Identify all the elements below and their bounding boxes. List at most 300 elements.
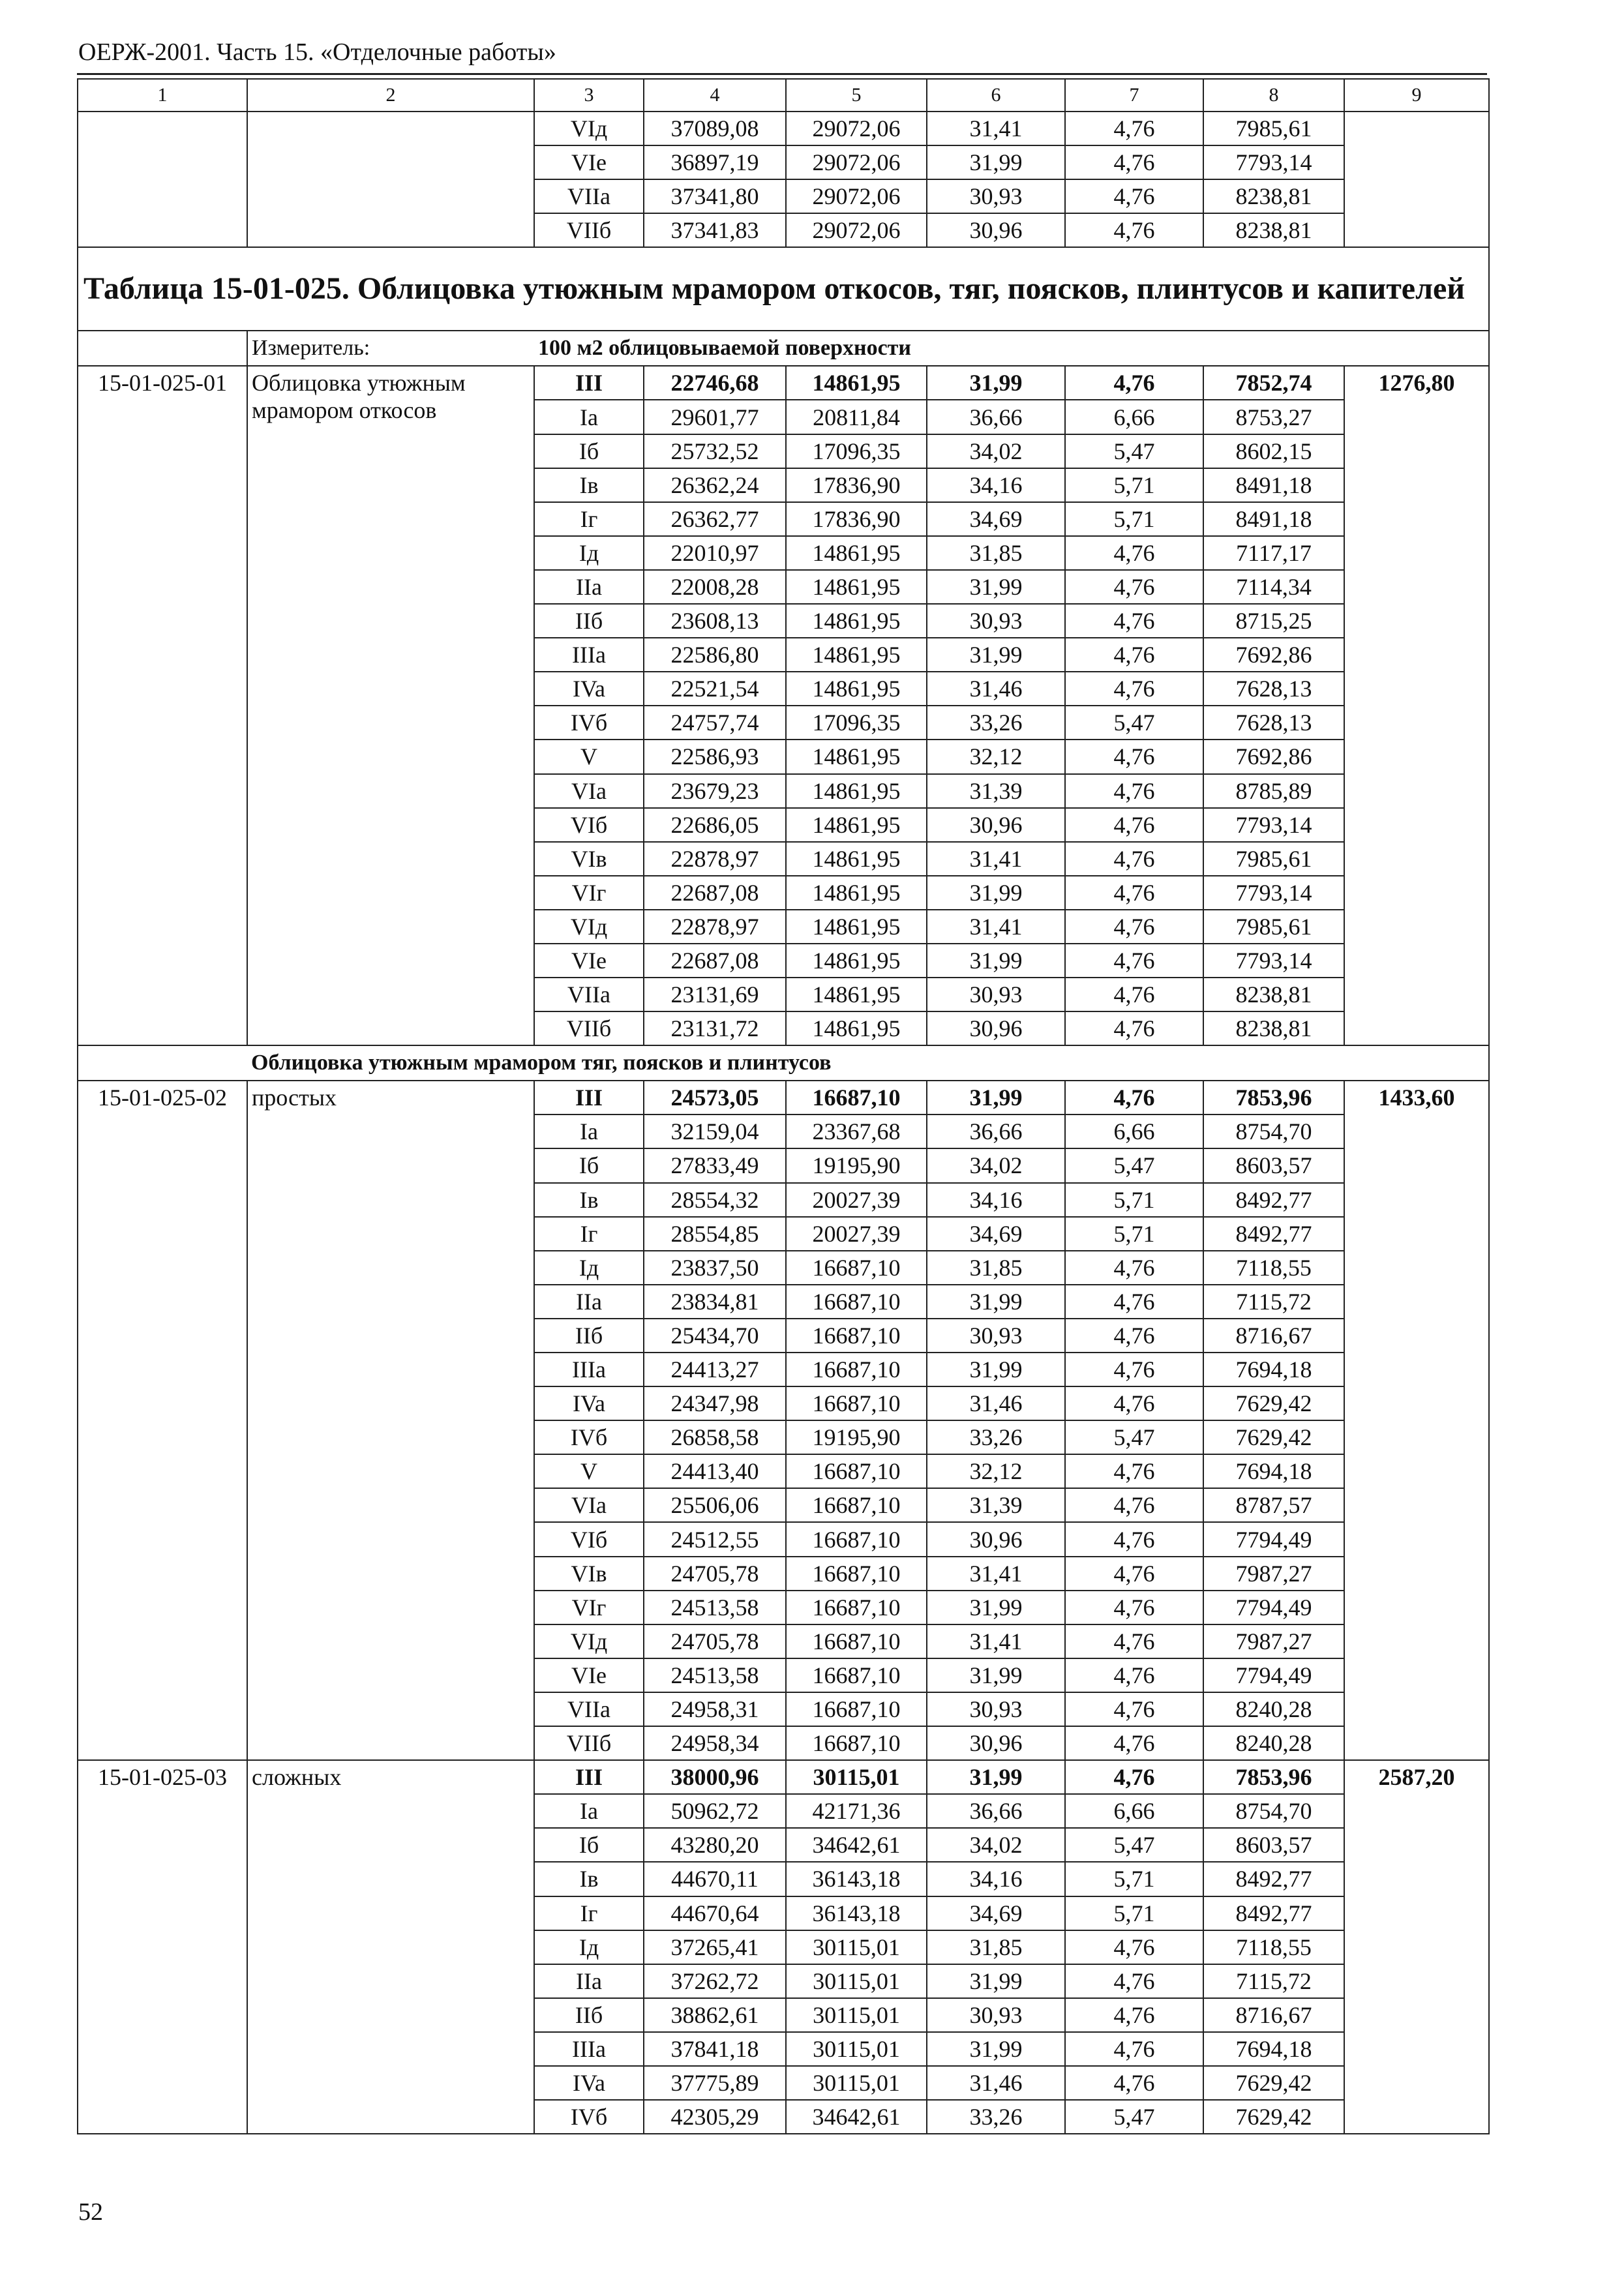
- value-cell: 31,46: [927, 2066, 1065, 2100]
- value-cell: 30115,01: [786, 1998, 927, 2032]
- value-cell: 31,41: [927, 1557, 1065, 1591]
- measure-label: Измеритель:: [247, 331, 534, 366]
- column-number: 2: [247, 79, 534, 112]
- value-cell: 36897,19: [644, 145, 786, 179]
- value-cell: 8238,81: [1203, 179, 1344, 213]
- value-cell: 37265,41: [644, 1930, 786, 1964]
- value-cell: 34,02: [927, 1828, 1065, 1862]
- zone-cell: Iд: [534, 1930, 644, 1964]
- value-cell: 5,71: [1065, 1896, 1203, 1930]
- value-cell: 31,99: [927, 1760, 1065, 1794]
- value-cell: 7794,49: [1203, 1658, 1344, 1692]
- value-cell: 4,76: [1065, 1964, 1203, 1998]
- subsection-title: Облицовка утюжным мрамором тяг, поясков и плинтусов: [247, 1045, 1489, 1081]
- value-cell: 4,76: [1065, 1454, 1203, 1488]
- value-cell: 16687,10: [786, 1251, 927, 1285]
- value-cell: 14861,95: [786, 740, 927, 773]
- zone-cell: IVб: [534, 1420, 644, 1454]
- value-cell: 4,76: [1065, 1557, 1203, 1591]
- zone-cell: Iб: [534, 1828, 644, 1862]
- value-cell: 4,76: [1065, 179, 1203, 213]
- value-cell: 37775,89: [644, 2066, 786, 2100]
- value-cell: 29072,06: [786, 213, 927, 247]
- value-cell: 34,16: [927, 468, 1065, 502]
- value-cell: 7987,27: [1203, 1624, 1344, 1658]
- value-cell: 7793,14: [1203, 145, 1344, 179]
- value-cell: 37262,72: [644, 1964, 786, 1998]
- value-cell: 5,47: [1065, 1148, 1203, 1182]
- value-cell: 31,85: [927, 536, 1065, 570]
- value-cell: 7628,13: [1203, 706, 1344, 740]
- value-cell: 20811,84: [786, 400, 927, 434]
- value-cell: 8754,70: [1203, 1794, 1344, 1828]
- value-cell: 4,76: [1065, 1319, 1203, 1353]
- value-cell: 34,16: [927, 1183, 1065, 1217]
- table-row: [78, 366, 1489, 400]
- value-cell: 4,76: [1065, 1658, 1203, 1692]
- measure-value: 100 м2 облицовываемой поверхности: [534, 331, 1489, 366]
- value-cell: 14861,95: [786, 808, 927, 842]
- value-cell: 7694,18: [1203, 2032, 1344, 2066]
- zone-cell: V: [534, 1454, 644, 1488]
- value-cell: 16687,10: [786, 1624, 927, 1658]
- value-cell: 22687,08: [644, 876, 786, 910]
- value-cell: 17096,35: [786, 706, 927, 740]
- value-cell: 24757,74: [644, 706, 786, 740]
- price-table: [77, 78, 1490, 2134]
- value-cell: 14861,95: [786, 910, 927, 944]
- value-cell: 22686,05: [644, 808, 786, 842]
- value-cell: 4,76: [1065, 112, 1203, 145]
- value-cell: 30115,01: [786, 2066, 927, 2100]
- value-cell: 5,71: [1065, 1183, 1203, 1217]
- value-cell: 29601,77: [644, 400, 786, 434]
- value-cell: 22010,97: [644, 536, 786, 570]
- value-cell: 4,76: [1065, 1591, 1203, 1624]
- value-cell: 4,76: [1065, 604, 1203, 638]
- value-cell: 7692,86: [1203, 740, 1344, 773]
- value-cell: 4,76: [1065, 1624, 1203, 1658]
- value-cell: 24705,78: [644, 1624, 786, 1658]
- value-cell: 31,99: [927, 1081, 1065, 1115]
- value-cell: 36143,18: [786, 1896, 927, 1930]
- column-number: 1: [78, 79, 247, 112]
- zone-cell: VIг: [534, 1591, 644, 1624]
- value-cell: 31,99: [927, 366, 1065, 400]
- value-cell: 8492,77: [1203, 1183, 1344, 1217]
- value-cell: 16687,10: [786, 1285, 927, 1319]
- zone-cell: IVa: [534, 672, 644, 706]
- value-cell: 30,96: [927, 1726, 1065, 1760]
- code-cell: [78, 112, 247, 247]
- zone-cell: VIд: [534, 112, 644, 145]
- value-cell: 44670,64: [644, 1896, 786, 1930]
- value-cell: 7793,14: [1203, 808, 1344, 842]
- zone-cell: Iг: [534, 1217, 644, 1251]
- value-cell: 30115,01: [786, 1930, 927, 1964]
- value-cell: 7985,61: [1203, 842, 1344, 876]
- value-cell: 4,76: [1065, 1726, 1203, 1760]
- value-cell: 33,26: [927, 1420, 1065, 1454]
- value-cell: 4,76: [1065, 672, 1203, 706]
- zone-cell: IVa: [534, 2066, 644, 2100]
- value-cell: 4,76: [1065, 1760, 1203, 1794]
- value-cell: 8491,18: [1203, 502, 1344, 536]
- value-cell: 5,47: [1065, 1828, 1203, 1862]
- value-cell: 7793,14: [1203, 876, 1344, 910]
- value-cell: 27833,49: [644, 1148, 786, 1182]
- value-cell: 16687,10: [786, 1353, 927, 1386]
- table-row: [78, 1081, 1489, 1115]
- value-cell: 4,76: [1065, 638, 1203, 672]
- table-title-row: [78, 247, 1489, 331]
- value-cell: 31,99: [927, 944, 1065, 978]
- value-cell: 33,26: [927, 706, 1065, 740]
- column-number: 7: [1065, 79, 1203, 112]
- value-cell: 37841,18: [644, 2032, 786, 2066]
- subsection-blank: [78, 1045, 247, 1081]
- value-cell: 7985,61: [1203, 910, 1344, 944]
- value-cell: 31,41: [927, 1624, 1065, 1658]
- value-cell: 30115,01: [786, 2032, 927, 2066]
- value-cell: 4,76: [1065, 876, 1203, 910]
- zone-cell: VIe: [534, 145, 644, 179]
- zone-cell: IIa: [534, 1285, 644, 1319]
- value-cell: 8753,27: [1203, 400, 1344, 434]
- value-cell: 34642,61: [786, 2100, 927, 2134]
- column-number-row: [78, 79, 1489, 112]
- value-cell: 26362,77: [644, 502, 786, 536]
- value-cell: 7852,74: [1203, 366, 1344, 400]
- value-cell: 8238,81: [1203, 978, 1344, 1011]
- value-cell: 8238,81: [1203, 213, 1344, 247]
- value-cell: 24705,78: [644, 1557, 786, 1591]
- value-cell: 4,76: [1065, 145, 1203, 179]
- value-cell: 31,85: [927, 1930, 1065, 1964]
- zone-cell: IVб: [534, 706, 644, 740]
- value-cell: 8716,67: [1203, 1998, 1344, 2032]
- value-cell: 30115,01: [786, 1760, 927, 1794]
- value-cell: 31,99: [927, 1591, 1065, 1624]
- value-cell: 5,71: [1065, 502, 1203, 536]
- value-cell: 14861,95: [786, 774, 927, 808]
- value-cell: 6,66: [1065, 400, 1203, 434]
- zone-cell: IIIa: [534, 638, 644, 672]
- zone-cell: VIa: [534, 1488, 644, 1522]
- value-cell: 34,69: [927, 502, 1065, 536]
- zone-cell: VIв: [534, 1557, 644, 1591]
- zone-cell: IIб: [534, 604, 644, 638]
- value-cell: 7692,86: [1203, 638, 1344, 672]
- value-cell: 7794,49: [1203, 1522, 1344, 1556]
- value-cell: 5,71: [1065, 1217, 1203, 1251]
- value-cell: 23679,23: [644, 774, 786, 808]
- zone-cell: VIIб: [534, 213, 644, 247]
- value-cell: 8716,67: [1203, 1319, 1344, 1353]
- value-cell: 14861,95: [786, 638, 927, 672]
- zone-cell: Iд: [534, 1251, 644, 1285]
- zone-cell: Iг: [534, 502, 644, 536]
- value-cell: 6,66: [1065, 1115, 1203, 1148]
- table-row: [78, 1760, 1489, 1794]
- value-cell: 25506,06: [644, 1488, 786, 1522]
- value-cell: 7987,27: [1203, 1557, 1344, 1591]
- value-cell: 4,76: [1065, 774, 1203, 808]
- extra-cell: 1276,80: [1344, 366, 1489, 1045]
- value-cell: 24573,05: [644, 1081, 786, 1115]
- value-cell: 17096,35: [786, 434, 927, 468]
- value-cell: 7115,72: [1203, 1964, 1344, 1998]
- subsection-row: [78, 1045, 1489, 1081]
- value-cell: 14861,95: [786, 944, 927, 978]
- zone-cell: VIд: [534, 910, 644, 944]
- value-cell: 22878,97: [644, 910, 786, 944]
- value-cell: 30,93: [927, 179, 1065, 213]
- value-cell: 31,99: [927, 876, 1065, 910]
- value-cell: 16687,10: [786, 1591, 927, 1624]
- value-cell: 4,76: [1065, 808, 1203, 842]
- value-cell: 30,93: [927, 1998, 1065, 2032]
- column-number: 5: [786, 79, 927, 112]
- value-cell: 42305,29: [644, 2100, 786, 2134]
- value-cell: 22586,93: [644, 740, 786, 773]
- value-cell: 5,71: [1065, 1862, 1203, 1896]
- value-cell: 7629,42: [1203, 1386, 1344, 1420]
- value-cell: 29072,06: [786, 112, 927, 145]
- value-cell: 30,93: [927, 604, 1065, 638]
- zone-cell: VIд: [534, 1624, 644, 1658]
- value-cell: 14861,95: [786, 842, 927, 876]
- value-cell: 16687,10: [786, 1319, 927, 1353]
- value-cell: 37341,83: [644, 213, 786, 247]
- value-cell: 8787,57: [1203, 1488, 1344, 1522]
- value-cell: 31,41: [927, 842, 1065, 876]
- zone-cell: III: [534, 1760, 644, 1794]
- value-cell: 34,16: [927, 1862, 1065, 1896]
- value-cell: 23837,50: [644, 1251, 786, 1285]
- zone-cell: IIб: [534, 1319, 644, 1353]
- value-cell: 32,12: [927, 740, 1065, 773]
- value-cell: 4,76: [1065, 842, 1203, 876]
- value-cell: 24413,40: [644, 1454, 786, 1488]
- value-cell: 23131,72: [644, 1011, 786, 1045]
- name-cell: сложных: [247, 1760, 534, 2134]
- value-cell: 24513,58: [644, 1658, 786, 1692]
- value-cell: 4,76: [1065, 1998, 1203, 2032]
- value-cell: 8491,18: [1203, 468, 1344, 502]
- zone-cell: Iб: [534, 1148, 644, 1182]
- value-cell: 4,76: [1065, 2032, 1203, 2066]
- value-cell: 31,99: [927, 638, 1065, 672]
- value-cell: 7628,13: [1203, 672, 1344, 706]
- zone-cell: Iв: [534, 1183, 644, 1217]
- value-cell: 4,76: [1065, 910, 1203, 944]
- value-cell: 24958,31: [644, 1692, 786, 1726]
- extra-cell: 1433,60: [1344, 1081, 1489, 1760]
- value-cell: 8492,77: [1203, 1862, 1344, 1896]
- zone-cell: VIб: [534, 808, 644, 842]
- value-cell: 30,96: [927, 1522, 1065, 1556]
- value-cell: 7117,17: [1203, 536, 1344, 570]
- value-cell: 23834,81: [644, 1285, 786, 1319]
- value-cell: 31,39: [927, 1488, 1065, 1522]
- measure-blank: [78, 331, 247, 366]
- value-cell: 28554,85: [644, 1217, 786, 1251]
- value-cell: 23608,13: [644, 604, 786, 638]
- value-cell: 36,66: [927, 400, 1065, 434]
- value-cell: 25434,70: [644, 1319, 786, 1353]
- value-cell: 14861,95: [786, 604, 927, 638]
- value-cell: 7793,14: [1203, 944, 1344, 978]
- value-cell: 31,99: [927, 570, 1065, 604]
- value-cell: 20027,39: [786, 1217, 927, 1251]
- value-cell: 8785,89: [1203, 774, 1344, 808]
- value-cell: 31,99: [927, 1964, 1065, 1998]
- value-cell: 22586,80: [644, 638, 786, 672]
- zone-cell: IVa: [534, 1386, 644, 1420]
- value-cell: 30,93: [927, 1319, 1065, 1353]
- value-cell: 6,66: [1065, 1794, 1203, 1828]
- value-cell: 4,76: [1065, 1011, 1203, 1045]
- value-cell: 8603,57: [1203, 1828, 1344, 1862]
- value-cell: 26362,24: [644, 468, 786, 502]
- name-cell: Облицовка утюжным мрамором откосов: [247, 366, 534, 1045]
- value-cell: 4,76: [1065, 1386, 1203, 1420]
- value-cell: 24513,58: [644, 1591, 786, 1624]
- value-cell: 7853,96: [1203, 1760, 1344, 1794]
- value-cell: 31,41: [927, 910, 1065, 944]
- value-cell: 7629,42: [1203, 2100, 1344, 2134]
- zone-cell: IIa: [534, 1964, 644, 1998]
- zone-cell: Iд: [534, 536, 644, 570]
- zone-cell: VIe: [534, 1658, 644, 1692]
- value-cell: 4,76: [1065, 1251, 1203, 1285]
- value-cell: 7985,61: [1203, 112, 1344, 145]
- zone-cell: Iв: [534, 468, 644, 502]
- value-cell: 7629,42: [1203, 1420, 1344, 1454]
- value-cell: 16687,10: [786, 1557, 927, 1591]
- zone-cell: IIIa: [534, 1353, 644, 1386]
- value-cell: 4,76: [1065, 1522, 1203, 1556]
- value-cell: 8603,57: [1203, 1148, 1344, 1182]
- value-cell: 4,76: [1065, 740, 1203, 773]
- zone-cell: III: [534, 1081, 644, 1115]
- value-cell: 8602,15: [1203, 434, 1344, 468]
- value-cell: 42171,36: [786, 1794, 927, 1828]
- zone-cell: VIIб: [534, 1726, 644, 1760]
- value-cell: 22008,28: [644, 570, 786, 604]
- value-cell: 14861,95: [786, 366, 927, 400]
- value-cell: 14861,95: [786, 672, 927, 706]
- zone-cell: VIIa: [534, 978, 644, 1011]
- value-cell: 8240,28: [1203, 1726, 1344, 1760]
- value-cell: 34,69: [927, 1217, 1065, 1251]
- value-cell: 8240,28: [1203, 1692, 1344, 1726]
- value-cell: 17836,90: [786, 502, 927, 536]
- value-cell: 7114,34: [1203, 570, 1344, 604]
- value-cell: 22878,97: [644, 842, 786, 876]
- value-cell: 8492,77: [1203, 1217, 1344, 1251]
- zone-cell: VIe: [534, 944, 644, 978]
- value-cell: 38000,96: [644, 1760, 786, 1794]
- value-cell: 38862,61: [644, 1998, 786, 2032]
- value-cell: 32159,04: [644, 1115, 786, 1148]
- value-cell: 30,96: [927, 213, 1065, 247]
- value-cell: 14861,95: [786, 1011, 927, 1045]
- zone-cell: Ia: [534, 400, 644, 434]
- value-cell: 31,99: [927, 1285, 1065, 1319]
- value-cell: 14861,95: [786, 570, 927, 604]
- value-cell: 8715,25: [1203, 604, 1344, 638]
- value-cell: 7629,42: [1203, 2066, 1344, 2100]
- value-cell: 26858,58: [644, 1420, 786, 1454]
- value-cell: 16687,10: [786, 1692, 927, 1726]
- value-cell: 31,99: [927, 2032, 1065, 2066]
- value-cell: 30,93: [927, 978, 1065, 1011]
- value-cell: 36,66: [927, 1115, 1065, 1148]
- page-header: ОЕРЖ-2001. Часть 15. «Отделочные работы»: [78, 38, 556, 66]
- zone-cell: VIa: [534, 774, 644, 808]
- value-cell: 7118,55: [1203, 1251, 1344, 1285]
- value-cell: 22687,08: [644, 944, 786, 978]
- code-cell: 15-01-025-01: [78, 366, 247, 1045]
- column-number: 6: [927, 79, 1065, 112]
- value-cell: 23367,68: [786, 1115, 927, 1148]
- value-cell: 4,76: [1065, 366, 1203, 400]
- name-cell: простых: [247, 1081, 534, 1760]
- value-cell: 20027,39: [786, 1183, 927, 1217]
- value-cell: 34,02: [927, 1148, 1065, 1182]
- value-cell: 14861,95: [786, 536, 927, 570]
- value-cell: 4,76: [1065, 2066, 1203, 2100]
- value-cell: 4,76: [1065, 1488, 1203, 1522]
- zone-cell: IIa: [534, 570, 644, 604]
- value-cell: 4,76: [1065, 570, 1203, 604]
- measure-row: [78, 331, 1489, 366]
- extra-cell: [1344, 112, 1489, 247]
- zone-cell: VIIa: [534, 179, 644, 213]
- table-title: Таблица 15-01-025. Облицовка утюжным мрамором откосов, тяг, поясков, плинтусов и капителей: [78, 247, 1489, 331]
- value-cell: 29072,06: [786, 145, 927, 179]
- value-cell: 36143,18: [786, 1862, 927, 1896]
- zone-cell: Ia: [534, 1794, 644, 1828]
- zone-cell: IIIa: [534, 2032, 644, 2066]
- value-cell: 31,99: [927, 1353, 1065, 1386]
- value-cell: 29072,06: [786, 179, 927, 213]
- extra-cell: 2587,20: [1344, 1760, 1489, 2134]
- value-cell: 36,66: [927, 1794, 1065, 1828]
- zone-cell: Iб: [534, 434, 644, 468]
- header-divider: [77, 73, 1487, 75]
- value-cell: 33,26: [927, 2100, 1065, 2134]
- value-cell: 14861,95: [786, 978, 927, 1011]
- value-cell: 7853,96: [1203, 1081, 1344, 1115]
- value-cell: 31,85: [927, 1251, 1065, 1285]
- value-cell: 16687,10: [786, 1386, 927, 1420]
- value-cell: 4,76: [1065, 1285, 1203, 1319]
- value-cell: 16687,10: [786, 1522, 927, 1556]
- value-cell: 16687,10: [786, 1726, 927, 1760]
- value-cell: 4,76: [1065, 1692, 1203, 1726]
- value-cell: 5,47: [1065, 706, 1203, 740]
- value-cell: 4,76: [1065, 1353, 1203, 1386]
- value-cell: 19195,90: [786, 1420, 927, 1454]
- value-cell: 22521,54: [644, 672, 786, 706]
- value-cell: 37341,80: [644, 179, 786, 213]
- zone-cell: Iг: [534, 1896, 644, 1930]
- zone-cell: III: [534, 366, 644, 400]
- value-cell: 28554,32: [644, 1183, 786, 1217]
